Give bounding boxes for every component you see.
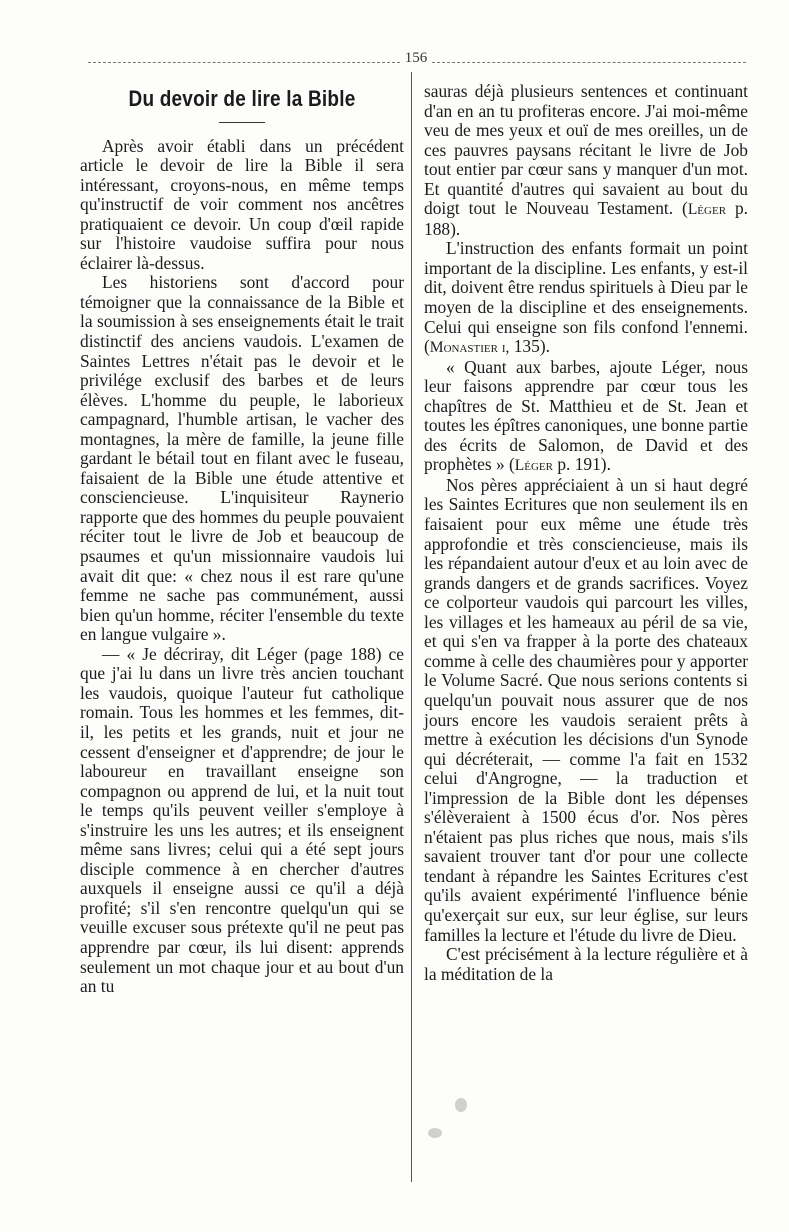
right-column (424, 82, 748, 984)
citation-author: Léger (514, 457, 553, 475)
citation-author: Monastier i, (429, 339, 510, 357)
paragraph-text: L'instruction des enfants formait un point important de la discipline. Les enfants, y est-il dit, doivent être rendus spirituels à Dieu par le moyen de la discipline et des enseignements. Celui qui enseigne son fils confond l'ennemi. ( (424, 238, 748, 357)
page-number: 156 (404, 50, 428, 66)
title-rule (219, 122, 265, 123)
citation-author: Léger (687, 201, 727, 219)
paragraph: C'est précisément à la lecture régulière et à la méditation de la (424, 944, 748, 984)
citation-page: p. 188). (424, 198, 749, 239)
ink-smudge (428, 1128, 442, 1138)
citation-page: p. 191). (552, 454, 611, 475)
header-rule-left (88, 62, 400, 63)
citation-page: 135). (509, 336, 550, 357)
paragraph: Les historiens sont d'accord pour témoigner que la connaissance de la Bible et la soumission à ses enseignements était le trait distinctif des anciens vaudois. L'examen de Saintes Lettres n'était pas le devoir et le privilége exclusif des barbes et de leurs élèves. L'homme du peuple, le laborieux campagnard, l'humble artisan, le vacher des montagnes, la mère de famille, la jeune fille gardant le bétail tout en filant avec le fuseau, faisaient de la Bible une étude attentive et consciencieuse. L'inquisiteur Raynerio rapporte que des hommes du peuple pouvaient réciter tout le livre de Job et beaucoup de psaumes et qu'un missionnaire vaudois lui avait dit que: « chez nous il est rare qu'une femme ne sache pas communément, aussi bien qu'un homme, réciter l'ensemble du texte en langue vulgaire ». (80, 272, 404, 645)
column-divider (411, 72, 412, 1182)
ink-smudge (455, 1098, 467, 1112)
left-column (80, 76, 404, 997)
paragraph (424, 239, 748, 357)
paragraph (424, 82, 748, 239)
header-rule-right (432, 62, 746, 63)
paragraph: — « Je décriray, dit Léger (page 188) ce que j'ai lu dans un livre très ancien touchant les vaudois, quoique l'auteur fut catholique romain. Tous les hommes et les femmes, dit-il, les petits et les grands, nuit et jour ne cessent d'enseigner et d'apprendre; de jour le laboureur en travaillant enseigne son compagnon ou apprend de lui, et la nuit tout le temps qu'ils peuvent veiller s'employe à s'instruire les uns les autres; et ils enseignent même sans livres; celui qui a été sept jours disciple commence à en chercher d'autres auxquels il enseigne aussi ce qu'il a déjà profité; s'il s'en rencontre quelqu'un qui se veuille excuser sous prétexte qu'il ne peut pas apprendre par cœur, ils lui disent: apprends seulement un mot chaque jour et au bout d'un an tu (80, 643, 404, 997)
paragraph (424, 358, 748, 476)
paragraph-text: sauras déjà plusieurs sentences et continuant d'an en an tu profiteras encore. J'ai moi-même veu de mes yeux et ouï de mes oreilles, un de ces pauvres paysans récitant le livre de Job tout entier par cœur sans y manquer d'un mot. Et quantité d'autres qui savaient au bout du doigt tout le Nouveau Testament. ( (424, 81, 748, 219)
paragraph: Nos pères appréciaient à un si haut degré les Saintes Ecritures que non seulement ils en faisaient pour eux même une étude très approfondie et très consciencieuse, mais ils les répandaient autour d'eux et au loin avec de grands dangers et de grands sacrifices. Voyez ce colporteur vaudois qui parcourt les villes, les villages et les hameaux au péril de sa vie, et qui s'en va frapper à la porte des chateaux comme à celle des chaumières pour y apporter le Volume Sacré. Que nous serions contents si quelqu'un pouvait nous assurer que de nos jours encore les vaudois seraient prêts à mettre à exécution les décisions d'un Synode qui décréterait, — comme l'a fait en 1532 celui d'Angrogne, — la traduction et l'impression de la Bible dont les dépenses s'élèveraient à 1500 écus d'or. Nos pères n'étaient pas plus riches que nous, mais s'ils savaient trouver tant d'or pour une collecte tendant à répandre les Saintes Ecritures c'est qu'ils avaient expérimenté l'influence bénie qu'exerçait sur eux, sur leur église, sur leurs familles la lecture et l'étude du livre de Dieu. (424, 474, 748, 945)
paragraph: Après avoir établi dans un précédent article le devoir de lire la Bible il sera intéressant, croyons-nous, en même temps qu'instructif de voir comment nos ancêtres pratiquaient ce devoir. Un coup d'œil rapide sur l'histoire vaudoise suffira pour nous éclairer là-dessus. (80, 135, 404, 273)
paragraph-text: « Quant aux barbes, ajoute Léger, nous leur faisons apprendre par cœur tous les chapîtres de St. Matthieu et de St. Jean et toutes les épîtres canoniques, une bonne partie des écrits de Salomon, de David et des prophètes » ( (424, 356, 748, 475)
article-title: Du devoir de lire la Bible (128, 87, 356, 112)
